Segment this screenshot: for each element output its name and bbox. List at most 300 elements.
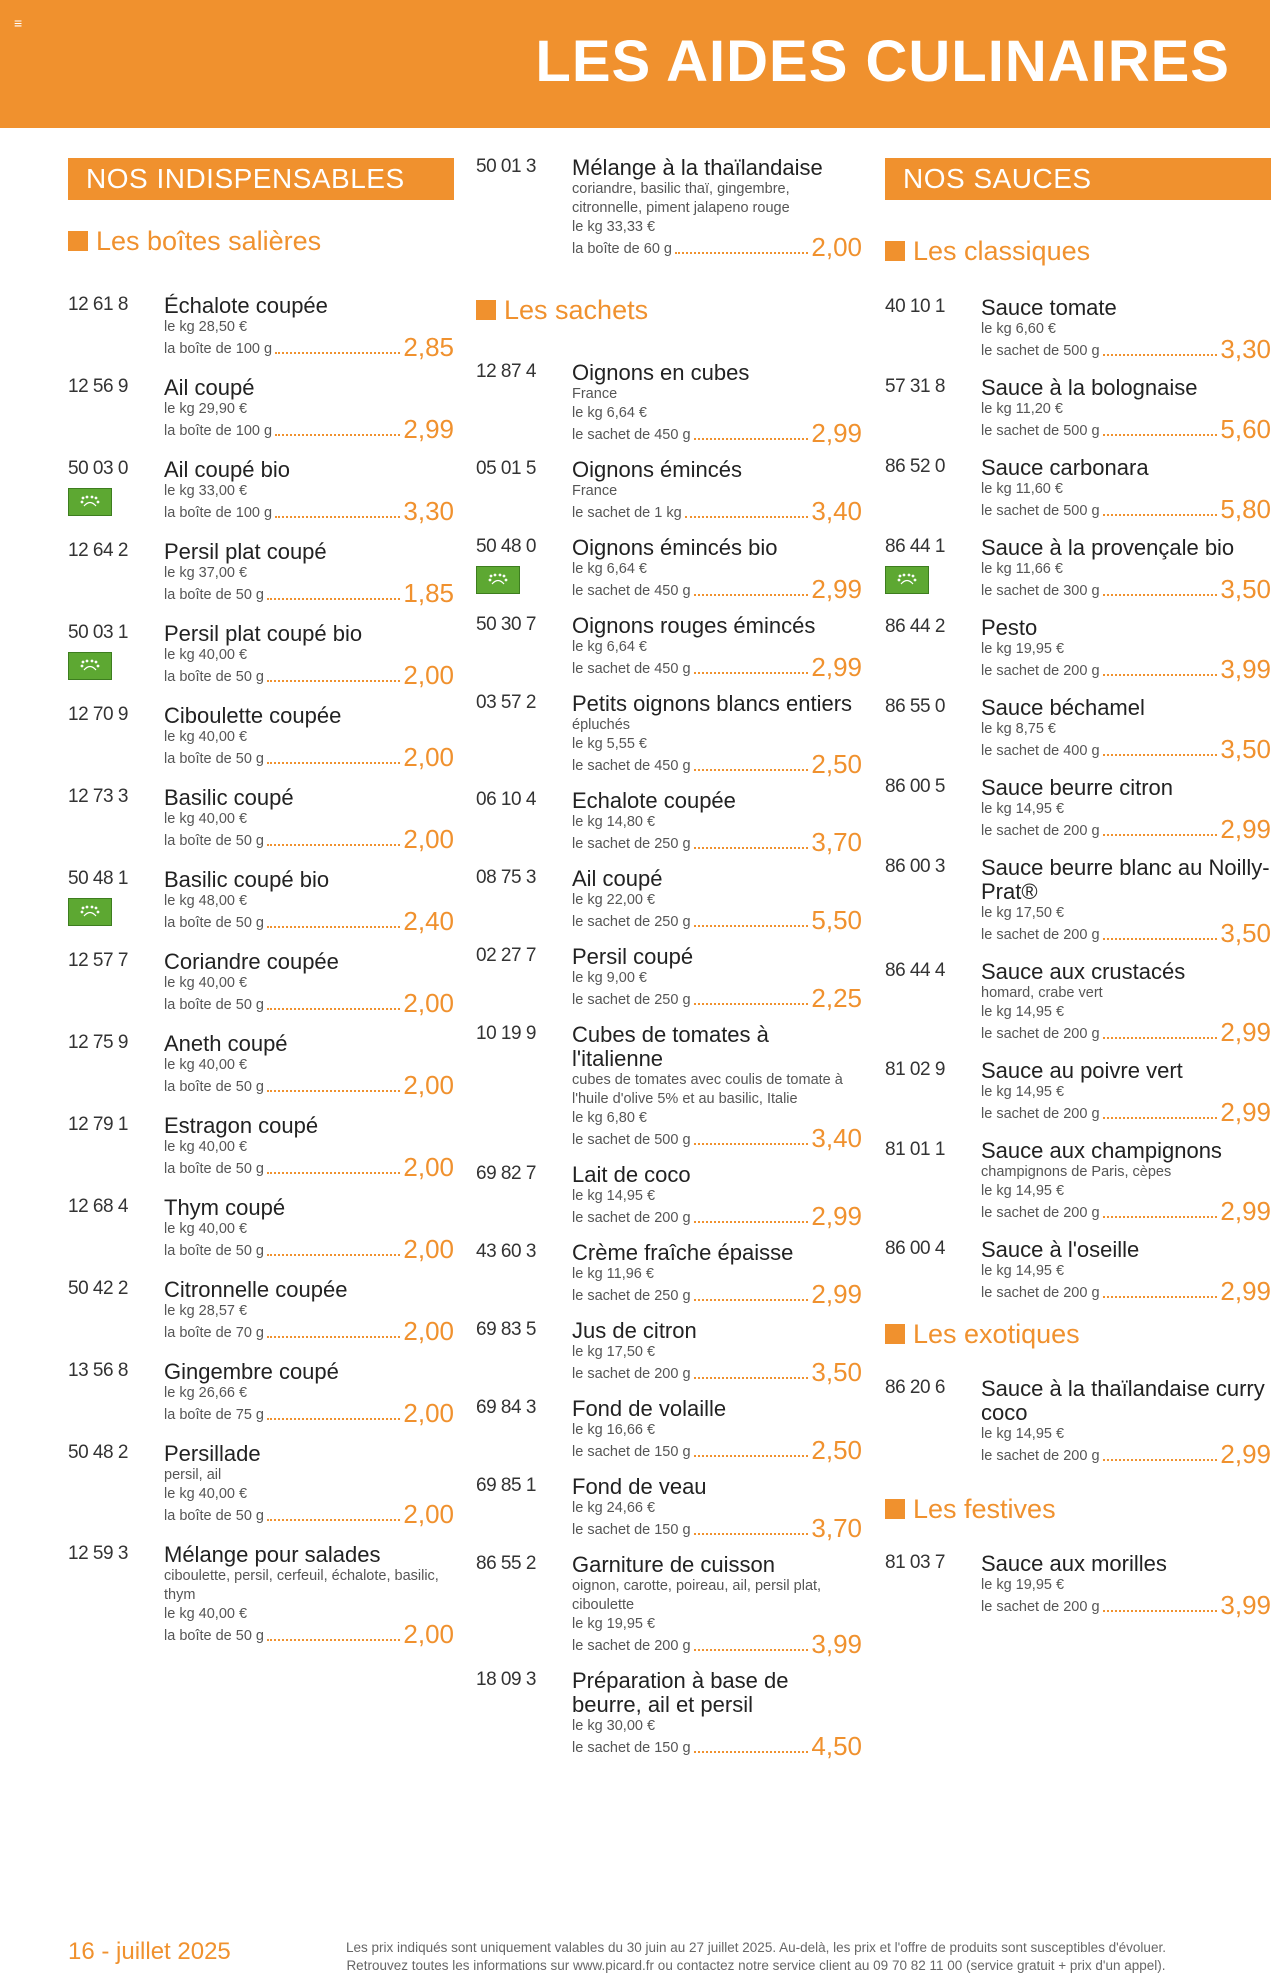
bio-label-icon [476, 566, 520, 594]
price-per-kg: le kg 17,50 € [572, 1344, 656, 1360]
leader-dots [267, 1254, 400, 1256]
price-line [981, 414, 1271, 444]
product-price: 2,99 [811, 1279, 862, 1309]
product-item [885, 295, 1271, 364]
leader-dots [267, 1418, 400, 1420]
package-size: le sachet de 250 g [572, 914, 691, 930]
product-name: Sauce aux crustacés [981, 959, 1186, 984]
product-price: 2,85 [403, 332, 454, 362]
product-code: 50 03 0 [68, 458, 128, 479]
price-per-kg: le kg 19,95 € [981, 1577, 1065, 1593]
leader-dots [267, 1336, 400, 1338]
product-list [476, 155, 862, 262]
product-item [68, 867, 454, 936]
price-per-kg: le kg 17,50 € [981, 905, 1065, 921]
price-line [981, 1276, 1271, 1306]
product-price: 3,30 [1220, 334, 1271, 364]
product-code: 12 57 7 [68, 950, 128, 971]
subsection-label: Les sachets [504, 295, 649, 325]
price-per-kg: le kg 11,60 € [981, 481, 1063, 497]
package-size: la boîte de 50 g [164, 997, 264, 1013]
legal-note-line: Retrouvez toutes les informations sur www.picard.fr ou contactez notre service client au 09 70 82 11 00 (service gratuit + prix d'un appel). [346, 1958, 1166, 1973]
leader-dots [1103, 834, 1218, 836]
product-code: 50 48 0 [476, 536, 536, 557]
product-price: 2,99 [811, 652, 862, 682]
price-line [981, 1590, 1271, 1620]
price-line [572, 418, 862, 448]
package-size: le sachet de 200 g [981, 663, 1100, 679]
product-code: 40 10 1 [885, 296, 945, 317]
product-price: 2,99 [403, 414, 454, 444]
leader-dots [1103, 514, 1218, 516]
square-bullet-icon [476, 300, 496, 320]
product-item [68, 703, 454, 772]
price-per-kg: le kg 40,00 € [164, 975, 248, 991]
package-size: le sachet de 200 g [981, 823, 1100, 839]
price-per-kg: le kg 6,80 € [572, 1110, 647, 1126]
product-name: Ail coupé bio [164, 457, 290, 482]
price-per-kg: le kg 24,66 € [572, 1500, 656, 1516]
leader-dots [267, 680, 400, 682]
product-name: Citronnelle coupée [164, 1277, 348, 1302]
product-name: Coriandre coupée [164, 949, 339, 974]
leader-dots [267, 926, 400, 928]
product-price: 2,99 [1220, 1097, 1271, 1127]
product-item [885, 1237, 1271, 1306]
leader-dots [1103, 434, 1218, 436]
package-size: la boîte de 50 g [164, 1243, 264, 1259]
product-item [476, 944, 862, 1013]
product-code: 50 48 1 [68, 868, 128, 889]
product-item [68, 457, 454, 526]
price-line [572, 1201, 862, 1231]
product-code: 06 10 4 [476, 789, 536, 810]
package-size: le sachet de 200 g [981, 1599, 1100, 1615]
product-code: 12 68 4 [68, 1196, 128, 1217]
product-name: Echalote coupée [572, 788, 736, 813]
product-code: 12 70 9 [68, 704, 128, 725]
leader-dots [694, 1143, 809, 1145]
price-per-kg: le kg 40,00 € [164, 1221, 248, 1237]
leader-dots [685, 516, 809, 518]
product-code: 81 03 7 [885, 1552, 945, 1573]
price-per-kg: le kg 9,00 € [572, 970, 647, 986]
product-name: Sauce à la provençale bio [981, 535, 1235, 560]
price-line [572, 496, 862, 526]
product-code: 05 01 5 [476, 458, 536, 479]
product-item [476, 155, 862, 262]
package-size: la boîte de 60 g [572, 241, 672, 257]
column-sachets [476, 155, 862, 1761]
price-per-kg: le kg 6,60 € [981, 321, 1056, 337]
column-sauces [885, 158, 1271, 1620]
price-per-kg: le kg 29,90 € [164, 401, 248, 417]
product-code: 86 00 4 [885, 1238, 945, 1259]
product-description: cubes de tomates avec coulis de tomate à l'huile d'olive 5% et au basilic, Italie [572, 1072, 843, 1107]
price-line [572, 232, 862, 262]
product-code: 57 31 8 [885, 376, 945, 397]
subsection-label: Les boîtes salières [96, 226, 322, 256]
price-line [572, 827, 862, 857]
package-size: la boîte de 50 g [164, 1508, 264, 1524]
product-price: 2,50 [811, 1435, 862, 1465]
product-item [885, 959, 1271, 1047]
package-size: le sachet de 450 g [572, 758, 691, 774]
package-size: la boîte de 50 g [164, 1079, 264, 1095]
price-line [572, 983, 862, 1013]
product-name: Préparation à base de beurre, ail et persil [572, 1668, 789, 1717]
subsection-title [885, 230, 1271, 272]
product-item [68, 539, 454, 608]
package-size: le sachet de 200 g [981, 1285, 1100, 1301]
product-name: Sauce au poivre vert [981, 1058, 1183, 1083]
product-price: 2,99 [811, 1201, 862, 1231]
subsection-label: Les exotiques [913, 1319, 1080, 1349]
product-price: 2,25 [811, 983, 862, 1013]
package-size: le sachet de 300 g [981, 583, 1100, 599]
product-name: Mélange à la thaïlandaise [572, 155, 823, 180]
package-size: le sachet de 200 g [572, 1210, 691, 1226]
product-item [68, 375, 454, 444]
leader-dots [267, 1639, 400, 1641]
price-line [164, 1499, 454, 1529]
price-per-kg: le kg 19,95 € [981, 641, 1065, 657]
product-code: 86 44 2 [885, 616, 945, 637]
package-size: le sachet de 250 g [572, 1288, 691, 1304]
product-price: 3,99 [1220, 654, 1271, 684]
product-item [885, 1058, 1271, 1127]
price-line [981, 1017, 1271, 1047]
product-description: champignons de Paris, cèpes [981, 1164, 1172, 1180]
leader-dots [1103, 1610, 1218, 1612]
product-price: 3,99 [1220, 1590, 1271, 1620]
product-code: 69 84 3 [476, 1397, 536, 1418]
price-line [981, 1097, 1271, 1127]
package-size: le sachet de 250 g [572, 836, 691, 852]
price-per-kg: le kg 6,64 € [572, 405, 647, 421]
price-line [572, 1731, 862, 1761]
price-per-kg: le kg 14,95 € [981, 1426, 1065, 1442]
product-list [885, 1376, 1271, 1469]
product-description: épluchés [572, 717, 631, 733]
product-code: 69 82 7 [476, 1163, 536, 1184]
product-code: 86 00 3 [885, 856, 945, 877]
product-item [476, 1474, 862, 1543]
price-per-kg: le kg 33,33 € [572, 219, 656, 235]
price-per-kg: le kg 14,95 € [572, 1188, 656, 1204]
product-item [68, 621, 454, 690]
product-name: Pesto [981, 615, 1038, 640]
leader-dots [267, 1172, 400, 1174]
product-item [476, 1396, 862, 1465]
package-size: le sachet de 1 kg [572, 505, 682, 521]
product-description: homard, crabe vert [981, 985, 1103, 1001]
product-description: France [572, 483, 618, 499]
product-code: 86 44 1 [885, 536, 945, 557]
product-name: Gingembre coupé [164, 1359, 339, 1384]
page-title: LES AIDES CULINAIRES [535, 29, 1230, 94]
subsection-title [476, 289, 862, 331]
leader-dots [267, 1090, 400, 1092]
product-name: Aneth coupé [164, 1031, 288, 1056]
package-size: le sachet de 450 g [572, 427, 691, 443]
product-price: 2,99 [1220, 1276, 1271, 1306]
package-size: la boîte de 50 g [164, 915, 264, 931]
product-price: 2,00 [403, 1316, 454, 1346]
product-price: 2,00 [403, 1398, 454, 1428]
package-size: le sachet de 450 g [572, 661, 691, 677]
product-name: Sauce aux champignons [981, 1138, 1222, 1163]
price-line [981, 1196, 1271, 1226]
leader-dots [694, 1377, 809, 1379]
product-price: 2,99 [1220, 1196, 1271, 1226]
package-size: la boîte de 100 g [164, 505, 273, 521]
price-per-kg: le kg 16,66 € [572, 1422, 656, 1438]
price-line [164, 1070, 454, 1100]
price-line [981, 918, 1271, 948]
leader-dots [694, 1299, 809, 1301]
product-name: Basilic coupé bio [164, 867, 330, 892]
product-price: 2,40 [403, 906, 454, 936]
package-size: le sachet de 500 g [572, 1132, 691, 1148]
product-code: 86 55 2 [476, 1553, 536, 1574]
price-line [572, 905, 862, 935]
product-item [68, 1441, 454, 1529]
product-name: Persil plat coupé [164, 539, 327, 564]
leader-dots [694, 1455, 809, 1457]
product-code: 86 55 0 [885, 696, 945, 717]
package-size: le sachet de 200 g [981, 1448, 1100, 1464]
product-item [476, 1552, 862, 1659]
leader-dots [694, 594, 809, 596]
product-price: 3,40 [811, 496, 862, 526]
product-code: 86 20 6 [885, 1377, 945, 1398]
product-price: 3,50 [1220, 574, 1271, 604]
price-per-kg: le kg 30,00 € [572, 1718, 656, 1734]
price-line [572, 1357, 862, 1387]
product-price: 2,00 [403, 1499, 454, 1529]
product-code: 86 00 5 [885, 776, 945, 797]
section-title: NOS INDISPENSABLES [68, 158, 454, 200]
leader-dots [267, 1519, 400, 1521]
price-per-kg: le kg 11,20 € [981, 401, 1063, 417]
product-name: Sauce beurre blanc au Noilly-Prat® [981, 855, 1270, 904]
section-title: NOS SAUCES [885, 158, 1271, 200]
package-size: le sachet de 200 g [572, 1366, 691, 1382]
product-item [885, 375, 1271, 444]
leader-dots [275, 352, 400, 354]
package-size: le sachet de 450 g [572, 583, 691, 599]
price-line [164, 578, 454, 608]
price-line [981, 814, 1271, 844]
legal-note [266, 1939, 1246, 1975]
product-name: Ail coupé [164, 375, 255, 400]
product-name: Jus de citron [572, 1318, 697, 1343]
price-per-kg: le kg 14,95 € [981, 1263, 1065, 1279]
package-size: le sachet de 500 g [981, 343, 1100, 359]
price-per-kg: le kg 40,00 € [164, 647, 248, 663]
product-code: 69 85 1 [476, 1475, 536, 1496]
leader-dots [694, 672, 809, 674]
leader-dots [675, 252, 808, 254]
product-name: Sauce béchamel [981, 695, 1145, 720]
package-size: le sachet de 200 g [572, 1638, 691, 1654]
product-price: 2,00 [403, 988, 454, 1018]
product-item [476, 788, 862, 857]
price-line [572, 652, 862, 682]
price-line [164, 988, 454, 1018]
product-price: 1,85 [403, 578, 454, 608]
product-item [476, 613, 862, 682]
product-name: Lait de coco [572, 1162, 691, 1187]
product-item [885, 1376, 1271, 1469]
product-name: Estragon coupé [164, 1113, 319, 1138]
package-size: le sachet de 200 g [981, 1106, 1100, 1122]
leader-dots [1103, 594, 1218, 596]
package-size: la boîte de 50 g [164, 751, 264, 767]
product-description: coriandre, basilic thaï, gingembre, citronnelle, piment jalapeno rouge [572, 181, 790, 216]
product-price: 2,99 [1220, 814, 1271, 844]
price-per-kg: le kg 40,00 € [164, 1139, 248, 1155]
product-price: 2,00 [403, 660, 454, 690]
price-per-kg: le kg 14,95 € [981, 1084, 1065, 1100]
product-item [885, 1551, 1271, 1620]
product-price: 5,80 [1220, 494, 1271, 524]
product-price: 3,40 [811, 1123, 862, 1153]
product-item [476, 360, 862, 448]
product-item [476, 1668, 862, 1761]
product-item [68, 1195, 454, 1264]
product-name: Fond de volaille [572, 1396, 727, 1421]
product-item [68, 785, 454, 854]
price-line [572, 1629, 862, 1659]
price-per-kg: le kg 26,66 € [164, 1385, 248, 1401]
leader-dots [1103, 674, 1218, 676]
product-price: 2,00 [403, 1234, 454, 1264]
leader-dots [267, 598, 400, 600]
product-price: 5,60 [1220, 414, 1271, 444]
package-size: le sachet de 200 g [981, 1026, 1100, 1042]
package-size: la boîte de 70 g [164, 1325, 264, 1341]
price-per-kg: le kg 37,00 € [164, 565, 248, 581]
price-line [164, 414, 454, 444]
price-line [572, 749, 862, 779]
product-price: 2,99 [1220, 1017, 1271, 1047]
leader-dots [1103, 1459, 1218, 1461]
price-line [981, 1439, 1271, 1469]
product-item [476, 457, 862, 526]
product-name: Sauce beurre citron [981, 775, 1173, 800]
package-size: la boîte de 50 g [164, 587, 264, 603]
product-code: 81 02 9 [885, 1059, 945, 1080]
price-per-kg: le kg 40,00 € [164, 1606, 248, 1622]
product-code: 12 87 4 [476, 361, 536, 382]
product-code: 86 44 4 [885, 960, 945, 981]
leader-dots [1103, 1216, 1218, 1218]
product-code: 50 48 2 [68, 1442, 128, 1463]
package-size: la boîte de 100 g [164, 341, 273, 357]
product-name: Thym coupé [164, 1195, 286, 1220]
leader-dots [694, 1003, 809, 1005]
product-item [68, 1359, 454, 1428]
package-size: la boîte de 50 g [164, 669, 264, 685]
product-price: 3,70 [811, 827, 862, 857]
price-per-kg: le kg 8,75 € [981, 721, 1056, 737]
product-item [476, 866, 862, 935]
bio-label-icon [68, 652, 112, 680]
product-price: 3,50 [1220, 918, 1271, 948]
product-code: 12 73 3 [68, 786, 128, 807]
price-line [572, 1123, 862, 1153]
menu-icon[interactable]: ≡ [14, 15, 23, 31]
product-price: 2,99 [811, 418, 862, 448]
product-name: Oignons rouges émincés [572, 613, 816, 638]
product-name: Crème fraîche épaisse [572, 1240, 794, 1265]
product-name: Garniture de cuisson [572, 1552, 775, 1577]
product-description: oignon, carotte, poireau, ail, persil plat, ciboulette [572, 1578, 822, 1613]
product-price: 2,00 [403, 1070, 454, 1100]
bio-label-icon [68, 488, 112, 516]
price-per-kg: le kg 14,95 € [981, 1004, 1065, 1020]
product-code: 50 03 1 [68, 622, 128, 643]
product-name: Oignons en cubes [572, 360, 750, 385]
package-size: la boîte de 50 g [164, 1161, 264, 1177]
product-name: Persil coupé [572, 944, 694, 969]
price-line [164, 1398, 454, 1428]
legal-note-line: Les prix indiqués sont uniquement valables du 30 juin au 27 juillet 2025. Au-delà, les prix et l'offre de produits sont susceptibles d'évoluer. [346, 1940, 1166, 1955]
product-code: 08 75 3 [476, 867, 536, 888]
header-banner [0, 0, 1270, 128]
product-code: 50 42 2 [68, 1278, 128, 1299]
column-indispensables [68, 158, 454, 1649]
product-name: Oignons émincés bio [572, 535, 778, 560]
price-line [981, 494, 1271, 524]
price-per-kg: le kg 40,00 € [164, 811, 248, 827]
product-item [476, 1022, 862, 1153]
product-price: 3,30 [403, 496, 454, 526]
product-price: 5,50 [811, 905, 862, 935]
product-price: 2,00 [403, 742, 454, 772]
product-item [476, 1240, 862, 1309]
price-line [981, 654, 1271, 684]
product-code: 12 56 9 [68, 376, 128, 397]
price-per-kg: le kg 14,80 € [572, 814, 656, 830]
leader-dots [275, 516, 400, 518]
leader-dots [694, 1221, 809, 1223]
package-size: le sachet de 400 g [981, 743, 1100, 759]
product-item [885, 615, 1271, 684]
package-size: la boîte de 75 g [164, 1407, 264, 1423]
price-per-kg: le kg 40,00 € [164, 1057, 248, 1073]
product-item [476, 535, 862, 604]
product-code: 12 75 9 [68, 1032, 128, 1053]
product-item [885, 775, 1271, 844]
product-price: 2,00 [403, 1619, 454, 1649]
product-name: Petits oignons blancs entiers [572, 691, 853, 716]
bio-label-icon [885, 566, 929, 594]
price-line [164, 332, 454, 362]
leader-dots [267, 844, 400, 846]
subsection-title [68, 220, 454, 262]
square-bullet-icon [885, 241, 905, 261]
package-size: la boîte de 50 g [164, 833, 264, 849]
subsection-title [885, 1488, 1271, 1530]
product-item [476, 691, 862, 779]
product-price: 2,99 [811, 574, 862, 604]
product-list [476, 360, 862, 1761]
price-line [572, 574, 862, 604]
product-code: 12 79 1 [68, 1114, 128, 1135]
